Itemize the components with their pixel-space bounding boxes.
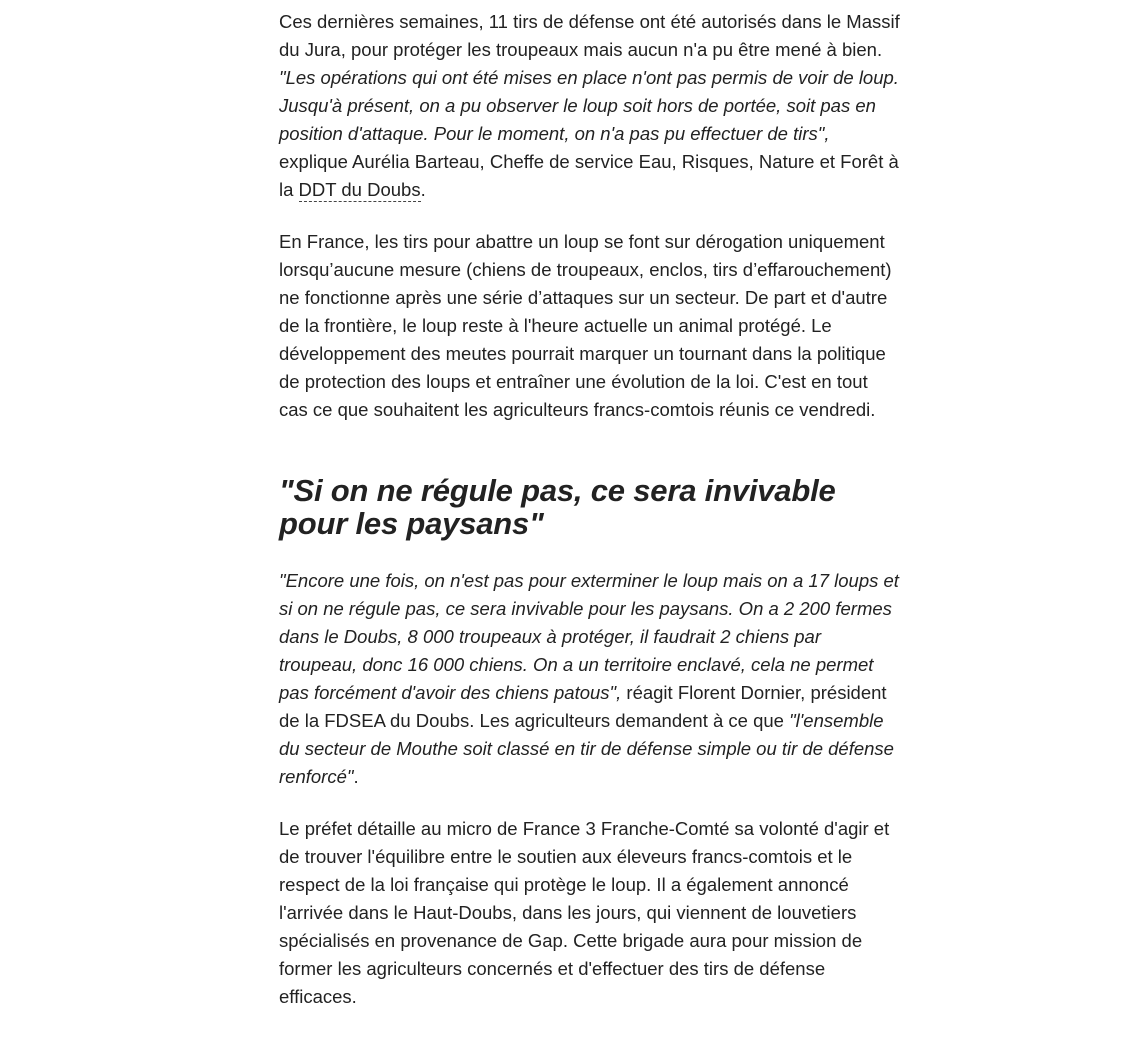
paragraph-fdsea-quote: [279, 567, 901, 791]
paragraph-text: .: [353, 766, 359, 787]
article-body: [279, 8, 901, 1011]
paragraph-text: explique Aurélia Barteau, Cheffe de service Eau, Risques, Nature et Forêt à la: [279, 151, 899, 200]
paragraph-tirs-defense: [279, 8, 901, 204]
paragraph-text: .: [420, 179, 426, 200]
paragraph-text: Ces dernières semaines, 11 tirs de défense ont été autorisés dans le Massif du Jura, pour protéger les troupeaux mais aucun n'a pu être mené à bien.: [279, 11, 900, 60]
section-subheading: "Si on ne régule pas, ce sera invivable pour les paysans": [279, 473, 836, 541]
quote-exterminer: "Encore une fois, on n'est pas pour exterminer le loup mais on a 17 loups et si on ne régule pas, ce sera invivable pour les paysans. On a 2 200 fermes dans le Doubs, 8 000 troupeaux à protéger, il faudrait 2 chiens par troupeau, donc 16 000 chiens. On a un territoire enclavé, cela ne permet pas forcément d'avoir des chiens patous",: [279, 570, 899, 703]
paragraph-prefet: Le préfet détaille au micro de France 3 Franche-Comté sa volonté d'agir et de trouver l'équilibre entre le soutien aux éleveurs francs-comtois et le respect de la loi française qui protège le loup. Il a également annoncé l'arrivée dans le Haut-Doubs, dans les jours, qui viennent de louvetiers spécialisés en provenance de Gap. Cette brigade aura pour mission de former les agriculteurs concernés et d'effectuer des tirs de défense efficaces.: [279, 818, 890, 1007]
quote-mouthe: "l'ensemble du secteur de Mouthe soit classé en tir de défense simple ou tir de défense renforcé": [279, 710, 894, 787]
paragraph-derogation: En France, les tirs pour abattre un loup se font sur dérogation uniquement lorsqu’aucune mesure (chiens de troupeaux, enclos, tirs d’effarouchement) ne fonctionne après une série d’attaques sur un secteur. De part et d'autre de la frontière, le loup reste à l'heure actuelle un animal protégé. Le développement des meutes pourrait marquer un tournant dans la politique de protection des loups et entraîner une évolution de la loi. C'est en tout cas ce que souhaitent les agriculteurs francs-comtois réunis ce vendredi.: [279, 231, 892, 420]
paragraph-text: réagit Florent Dornier, président de la FDSEA du Doubs. Les agriculteurs demandent à ce que: [279, 682, 887, 731]
abbr-ddt-du-doubs[interactable]: DDT du Doubs: [298, 179, 421, 200]
quote-operations: "Les opérations qui ont été mises en place n'ont pas permis de voir de loup. Jusqu'à présent, on a pu observer le loup soit hors de portée, soit pas en position d'attaque. Pour le moment, on n'a pas pu effectuer de tirs",: [279, 67, 899, 144]
